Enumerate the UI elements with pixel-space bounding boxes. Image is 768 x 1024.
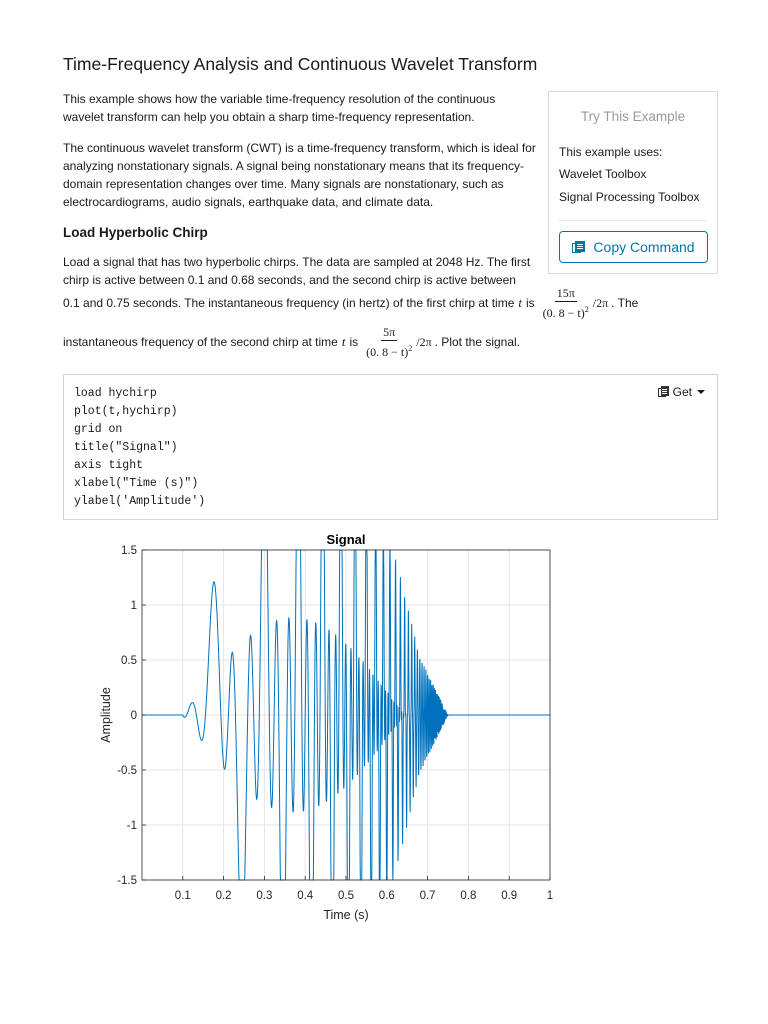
toolbox-signal-processing: Signal Processing Toolbox bbox=[559, 190, 700, 204]
cwt-description-paragraph: The continuous wavelet transform (CWT) is a time-frequency transform, which is ideal for analyzing nonstationary signals. A signal being nonstationary means that its frequency-domain representation changes over time. Many signals are nonstationary, such as electrocardiograms, audio signals, earthquake data, and climate data. bbox=[63, 141, 536, 209]
get-code-button[interactable] bbox=[658, 385, 705, 399]
get-label: Get bbox=[672, 385, 692, 399]
x-tick-label: 0.2 bbox=[215, 890, 232, 902]
page-title: Time-Frequency Analysis and Continuous Wavelet Transform bbox=[63, 54, 538, 74]
line1-end: . The bbox=[611, 296, 639, 310]
line1-text: 0.1 and 0.75 seconds. The instantaneous frequency (in hertz) of the first chirp at time bbox=[63, 296, 515, 310]
code-line: xlabel("Time (s)") bbox=[74, 477, 199, 490]
y-tick-label: -1.5 bbox=[117, 875, 137, 887]
sidebar-divider bbox=[559, 220, 707, 221]
caret-down-icon bbox=[697, 390, 705, 394]
y-tick-label: 0.5 bbox=[121, 655, 137, 667]
try-example-title[interactable]: Try This Example bbox=[580, 109, 686, 124]
copy-command-label: Copy Command bbox=[593, 239, 695, 255]
line2-end: . Plot the signal. bbox=[434, 335, 521, 349]
try-example-panel bbox=[548, 91, 718, 274]
x-tick-label: 1 bbox=[546, 890, 554, 902]
chirp1-frequency-line bbox=[63, 286, 638, 320]
intro-paragraph: This example shows how the variable time-frequency resolution of the continuous wavelet transform can help you obtain a sharp time-frequency representation. bbox=[63, 92, 496, 124]
x-tick-label: 0.4 bbox=[297, 890, 314, 902]
chirp1-frequency-formula bbox=[541, 286, 591, 320]
x-tick-label: 0.1 bbox=[174, 890, 191, 902]
code-line: plot(t,hychirp) bbox=[74, 405, 178, 418]
chirp2-frequency-line bbox=[63, 325, 520, 359]
y-tick-label: 1.5 bbox=[121, 545, 137, 557]
formula-denominator: (0. 8 − t)$^2$ bbox=[542, 305, 589, 320]
y-tick-label: 0 bbox=[130, 710, 137, 722]
variable-t: t bbox=[518, 295, 522, 310]
line2-text: instantaneous frequency of the second chirp at time bbox=[63, 335, 338, 349]
chirp2-frequency-formula bbox=[364, 325, 414, 359]
code-lines bbox=[74, 385, 205, 511]
code-line: load hychirp bbox=[74, 387, 157, 400]
copy-icon bbox=[658, 386, 669, 398]
formula-numerator: 15π bbox=[556, 286, 575, 300]
section-heading: Load Hyperbolic Chirp bbox=[63, 225, 208, 240]
y-axis-label: Amplitude bbox=[99, 687, 113, 743]
x-tick-label: 0.3 bbox=[256, 890, 273, 902]
formula-numerator: 5π bbox=[383, 325, 396, 339]
y-tick-label: 1 bbox=[130, 600, 137, 612]
x-tick-label: 0.8 bbox=[460, 890, 477, 902]
formula-divisor: /2π bbox=[592, 295, 609, 310]
load-signal-paragraph: Load a signal that has two hyperbolic chirps. The data are sampled at 2048 Hz. The first chirp is active between 0.1 and 0.68 seconds, and the second chirp is active between bbox=[63, 255, 531, 287]
code-block[interactable] bbox=[63, 374, 718, 520]
y-tick-label: -0.5 bbox=[117, 765, 137, 777]
x-axis-label: Time (s) bbox=[323, 908, 369, 922]
line1-is: is bbox=[526, 296, 535, 310]
x-tick-label: 0.5 bbox=[338, 890, 354, 902]
code-line: axis tight bbox=[74, 459, 144, 472]
code-line: grid on bbox=[74, 423, 123, 436]
chart-title: Signal bbox=[326, 532, 366, 547]
x-tick-label: 0.6 bbox=[378, 890, 395, 902]
x-tick-label: 0.9 bbox=[501, 890, 518, 902]
code-line: title("Signal") bbox=[74, 441, 178, 454]
x-tick-label: 0.7 bbox=[419, 890, 436, 902]
variable-t: t bbox=[341, 334, 346, 349]
formula-divisor: /2π bbox=[416, 334, 432, 349]
y-tick-label: -1 bbox=[126, 820, 137, 832]
uses-label: This example uses: bbox=[559, 145, 663, 159]
signal-chart bbox=[88, 528, 568, 926]
formula-denominator: (0. 8 − t)$^2$ bbox=[366, 344, 413, 359]
toolbox-wavelet: Wavelet Toolbox bbox=[559, 167, 647, 181]
copy-icon bbox=[572, 241, 585, 254]
code-line: ylabel('Amplitude') bbox=[74, 495, 206, 508]
line2-is: is bbox=[349, 335, 359, 349]
copy-command-button[interactable] bbox=[559, 231, 708, 263]
